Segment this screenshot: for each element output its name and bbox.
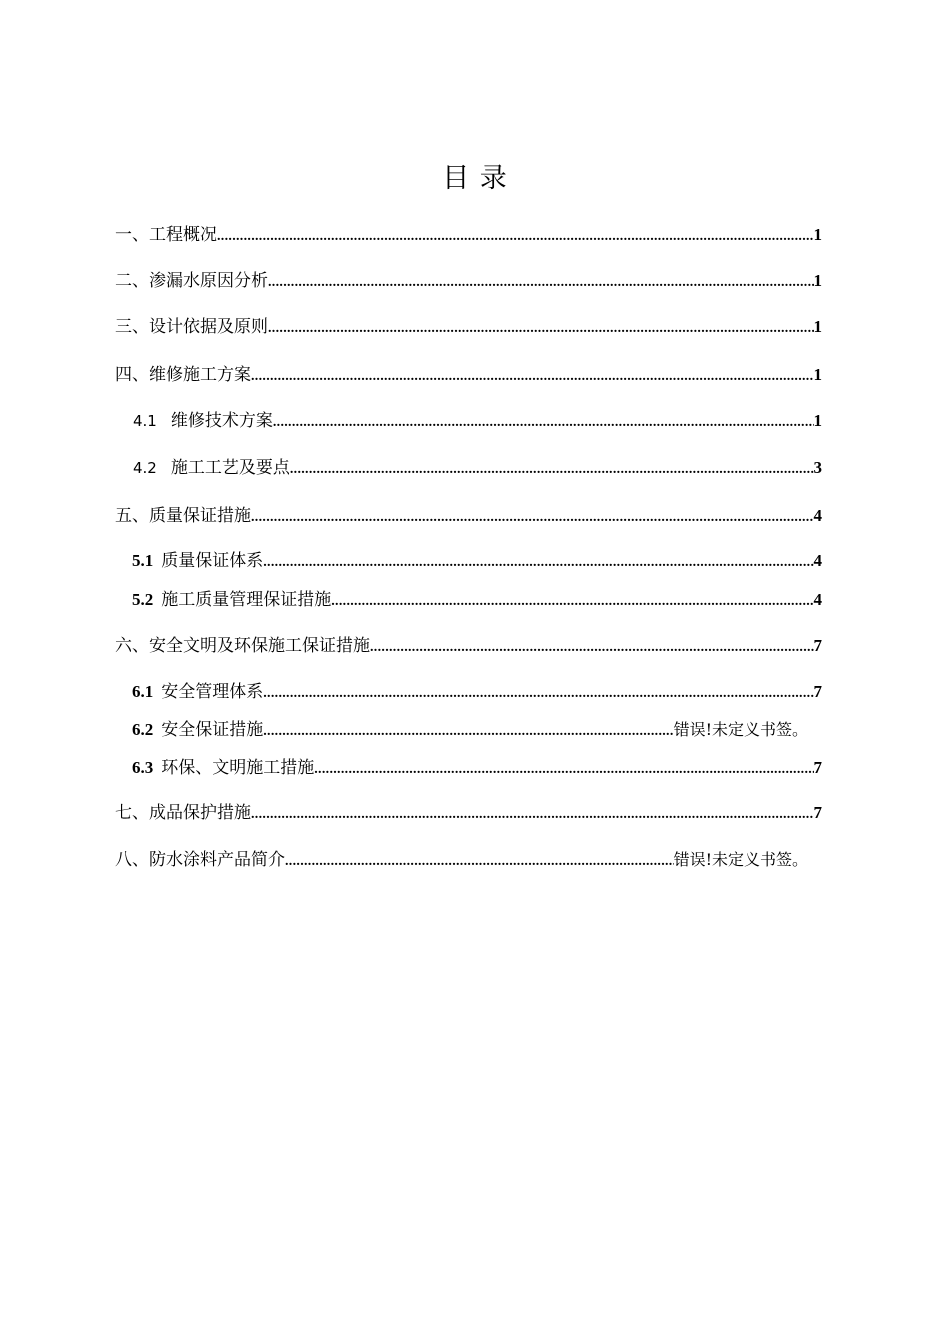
toc-entry-label: 五、质量保证措施	[115, 506, 251, 526]
toc-entry-page: 1	[813, 225, 822, 244]
toc-entry-8[interactable]	[115, 848, 808, 872]
dot-leader	[314, 758, 813, 782]
dot-leader	[263, 551, 813, 575]
dot-leader	[268, 271, 814, 295]
toc-entry-number: 6.3	[132, 758, 154, 777]
toc-entry-label: 三、设计依据及原则	[115, 317, 268, 337]
toc-entry-4[interactable]	[115, 363, 822, 387]
toc-entry-label: 维修技术方案	[170, 411, 273, 431]
dot-leader	[370, 636, 814, 660]
toc-entry-label: 二、渗漏水原因分析	[115, 271, 268, 291]
toc-entry-label: 八、防水涂料产品简介	[115, 850, 285, 870]
toc-entry-label: 施工工艺及要点	[170, 458, 290, 478]
toc-entry-label: 安全保证措施	[161, 720, 264, 740]
toc-entry-page: 4	[813, 590, 822, 609]
toc-entry-6[interactable]	[115, 634, 822, 658]
toc-entry-number: 4.1	[133, 412, 157, 430]
toc-entry-number: 6.2	[132, 720, 154, 739]
toc-entry-label: 七、成品保护措施	[115, 803, 251, 823]
toc-entry-label: 四、维修施工方案	[115, 365, 251, 385]
toc-entry-6-2[interactable]	[132, 718, 808, 742]
toc-entry-number: 4.2	[133, 459, 157, 477]
dot-leader	[268, 317, 814, 341]
toc-entry-page: 7	[813, 758, 822, 777]
dot-leader	[273, 411, 814, 435]
dot-leader	[251, 365, 814, 389]
toc-entry-2[interactable]	[115, 269, 822, 293]
toc-entry-page: 1	[813, 365, 822, 384]
toc-entry-page: 4	[813, 506, 822, 525]
toc-entry-7[interactable]	[115, 801, 822, 825]
toc-entry-number: 5.1	[132, 551, 154, 570]
toc-entry-label: 质量保证体系	[161, 551, 264, 571]
toc-entry-page: 7	[813, 636, 822, 655]
toc-entry-page: 1	[813, 317, 822, 336]
toc-entry-page: 3	[813, 458, 822, 477]
toc-entry-4-1[interactable]	[133, 409, 822, 433]
toc-entry-number: 5.2	[132, 590, 154, 609]
toc-entry-1[interactable]	[115, 223, 822, 247]
toc-entry-5-2[interactable]	[132, 588, 822, 612]
toc-entry-label: 环保、文明施工措施	[161, 758, 315, 778]
toc-entry-5-1[interactable]	[132, 549, 822, 573]
dot-leader	[217, 225, 814, 249]
dot-leader	[331, 590, 813, 614]
dot-leader	[263, 682, 813, 706]
toc-entry-6-1[interactable]	[132, 680, 822, 704]
toc-entry-page: 4	[813, 551, 822, 570]
toc-title: 目 录	[442, 163, 508, 194]
toc-entry-page-error: 错误!未定义书签。	[673, 720, 808, 739]
dot-leader	[251, 803, 814, 827]
toc-entry-page: 1	[813, 411, 822, 430]
toc-entry-page: 7	[813, 803, 822, 822]
toc-entry-label: 六、安全文明及环保施工保证措施	[115, 636, 370, 656]
dot-leader	[285, 850, 674, 874]
toc-entry-number: 6.1	[132, 682, 154, 701]
toc-entry-5[interactable]	[115, 504, 822, 528]
toc-entry-page: 7	[813, 682, 822, 701]
toc-entry-label: 施工质量管理保证措施	[161, 590, 332, 610]
toc-entry-page-error: 错误!未定义书签。	[673, 850, 808, 869]
dot-leader	[290, 458, 814, 482]
toc-entry-4-2[interactable]	[133, 456, 822, 480]
dot-leader	[263, 720, 673, 744]
toc-entry-label: 安全管理体系	[161, 682, 264, 702]
toc-entry-page: 1	[813, 271, 822, 290]
toc-entry-label: 一、工程概况	[115, 225, 217, 245]
toc-entry-3[interactable]	[115, 315, 822, 339]
dot-leader	[251, 506, 814, 530]
toc-entry-6-3[interactable]	[132, 756, 822, 780]
